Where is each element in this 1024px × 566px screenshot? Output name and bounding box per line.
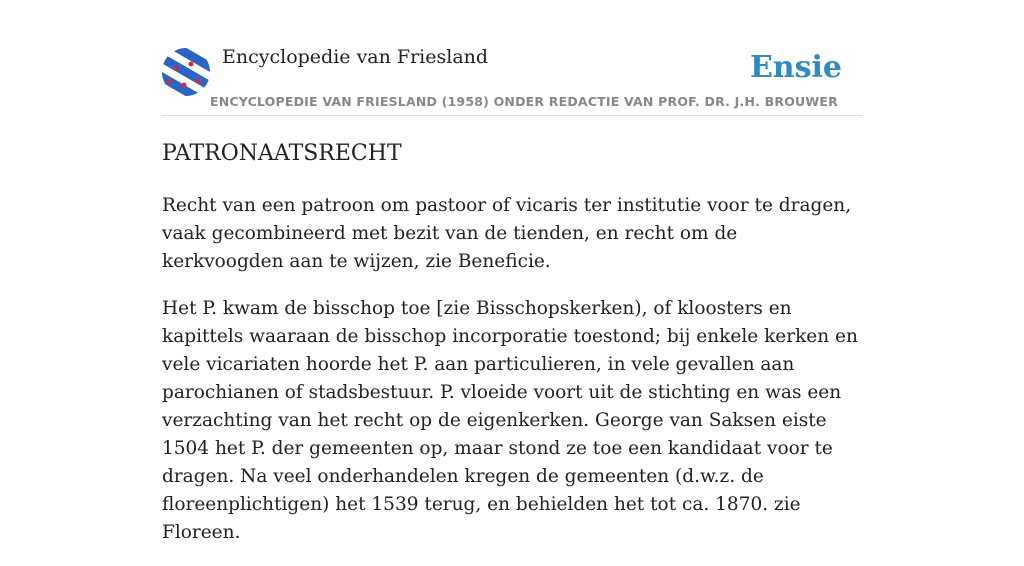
article-paragraph: Recht van een patroon om pastoor of vicaris ter institutie voor te dragen, vaak gecombineerd met bezit van de tienden, en recht om de kerkvoogden aan te wijzen, zie Beneficie.	[162, 195, 852, 272]
site-title[interactable]: Encyclopedie van Friesland	[222, 46, 489, 68]
article	[162, 138, 862, 566]
article-paragraph: Het P. kwam de bisschop toe [zie Bisschopskerken), of kloosters en kapittels waaraan de bisschop incorporatie toestond; bij enkele kerken en vele vicariaten hoorde het P. aan particulieren, in vele gevallen aan parochianen of stadsbestuur. P. vloeide voort uit de stichting en was een verzachting van het recht op de eigenkerken. George van Saksen eiste 1504 het P. der gemeenten op, maar stond ze toe een kandidaat voor te dragen. Na veel onderhandelen kregen de gemeenten (d.w.z. de floreenplichtigen) het 1539 terug, en behielden het tot ca. 1870. zie Floreen.	[162, 298, 858, 543]
site-subtitle: ENCYCLOPEDIE VAN FRIESLAND (1958) ONDER REDACTIE VAN PROF. DR. J.H. BROUWER	[210, 94, 838, 109]
article-title: PATRONAATSRECHT	[162, 141, 402, 166]
brand-logo[interactable]: Ensie	[749, 50, 842, 85]
site-header	[162, 44, 862, 116]
frisian-flag-icon[interactable]	[162, 48, 210, 96]
